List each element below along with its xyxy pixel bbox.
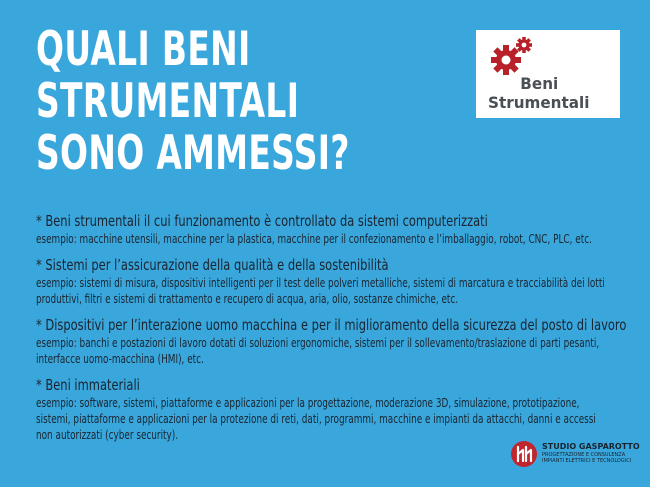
logo-text: [488, 74, 589, 112]
section-item: [36, 316, 627, 367]
section-body: esempio: sistemi di misura, dispositivi intelligenti per il test delle polveri metalliche, sistemi di marcatura e tracciabilità dei lotti produttivi, filtri e sistemi di trattamento e recupero di acqua, aria, olio, sostanze chimiche, etc.: [36, 276, 605, 306]
section-title: * Beni immateriali: [36, 376, 140, 394]
studio-subtitle-2: IMPIANTI ELETTRICI E TECNOLOGICI: [542, 458, 632, 464]
page-headline: [36, 24, 350, 180]
headline-line-3: SONO AMMESSI?: [36, 126, 350, 181]
section-title: * Dispositivi per l’interazione uomo macchina e per il miglioramento della sicurezza del posto di lavoro: [36, 316, 627, 334]
studio-gasparotto-logo: [510, 440, 644, 470]
studio-subtitle-1: PROGETTAZIONE E CONSULENZA: [542, 452, 626, 458]
studio-mark-icon: [510, 440, 538, 468]
logo-line-2: Strumentali: [488, 93, 590, 112]
logo-line-1: Beni: [520, 74, 559, 93]
section-title: * Beni strumentali il cui funzionamento è controllato da sistemi computerizzati: [36, 212, 488, 230]
sections-list: [36, 212, 627, 452]
section-body: esempio: macchine utensili, macchine per la plastica, macchine per il confezionamento e l’imballaggio, robot, CNC, PLC, etc.: [36, 232, 592, 246]
section-item: [36, 256, 616, 307]
section-body: esempio: software, sistemi, piattaforme e applicazioni per la progettazione, moderazione 3D, simulazione, prototipazione, sistemi, piattaforme e applicazioni per la protezione di reti, dati, programmi, macchine e impianti da attacchi, danni e accessi non autorizzati (cyber security).: [36, 396, 596, 442]
section-item: [36, 212, 616, 247]
gears-icon: [486, 36, 546, 78]
studio-name: STUDIO GASPAROTTO: [542, 442, 640, 451]
section-item: [36, 376, 616, 443]
studio-subtitle: [542, 452, 631, 464]
headline-line-2: STRUMENTALI: [36, 74, 300, 129]
beni-strumentali-logo: [476, 30, 620, 118]
section-body: esempio: banchi e postazioni di lavoro dotati di soluzioni ergonomiche, sistemi per il sollevamento/traslazione di parti pesanti, interfacce uomo-macchina (HMI), etc.: [36, 336, 600, 366]
headline-line-1: QUALI BENI: [36, 22, 251, 77]
section-title: * Sistemi per l’assicurazione della qualità e della sostenibilità: [36, 256, 389, 274]
